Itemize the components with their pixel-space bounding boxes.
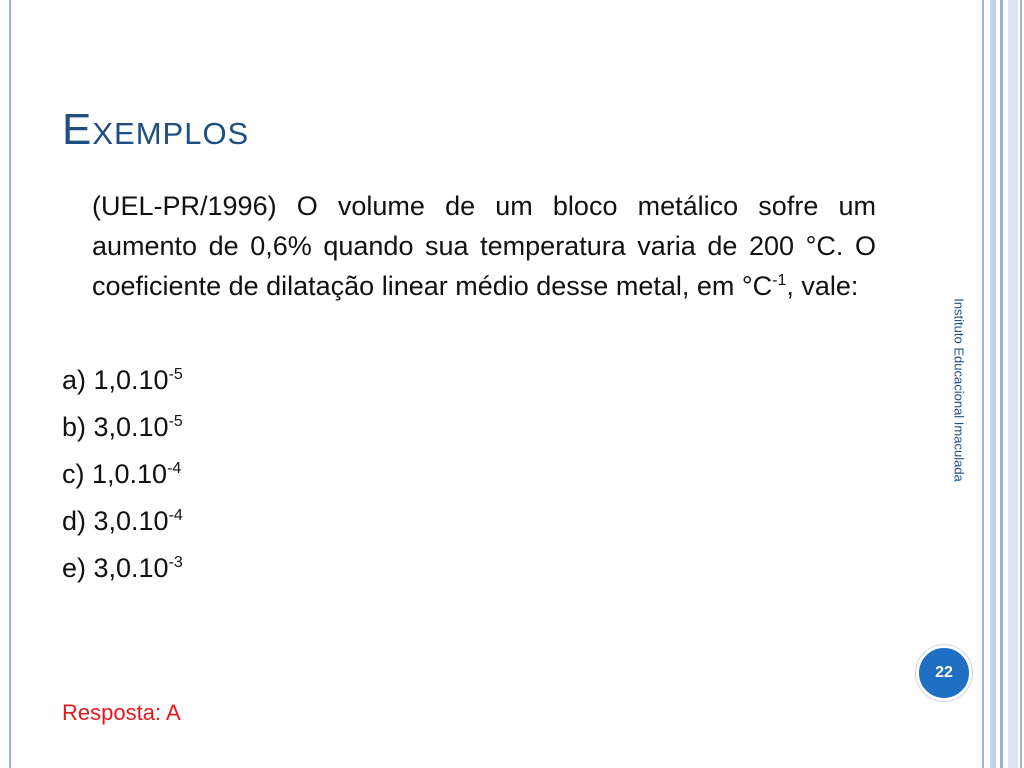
option-e: [62, 548, 183, 595]
frame-bar: [1008, 0, 1018, 768]
option-b: [62, 407, 183, 454]
institution-side-label: Instituto Educacional Imaculada: [951, 298, 967, 482]
question-text: [92, 186, 876, 306]
question-body: (UEL-PR/1996) O volume de um bloco metálico sofre um aumento de 0,6% quando sua temperatura varia de 200 °C. O coeficiente de dilatação linear médio desse metal, em °C: [92, 191, 876, 301]
frame-bar: [990, 0, 996, 768]
left-frame-line: [9, 0, 11, 768]
question-tail: , vale:: [786, 271, 859, 301]
option-exponent: -3: [168, 554, 183, 571]
option-exponent: -5: [168, 366, 183, 383]
option-value: e) 3,0.10: [62, 553, 169, 583]
right-frame-bars: [976, 0, 1024, 768]
frame-bar: [1020, 0, 1022, 768]
options-list: [62, 360, 183, 595]
frame-bar: [1000, 0, 1003, 768]
answer-text: Resposta: A: [62, 700, 181, 725]
option-c: [62, 454, 183, 501]
option-value: c) 1,0.10: [62, 459, 168, 489]
option-value: a) 1,0.10: [62, 365, 169, 395]
page-number-badge: 22: [916, 645, 972, 701]
question-exponent: -1: [772, 272, 787, 289]
option-exponent: -4: [168, 507, 183, 524]
option-d: [62, 501, 183, 548]
frame-bar: [982, 0, 984, 768]
option-a: [62, 360, 183, 407]
option-exponent: -5: [168, 413, 183, 430]
option-exponent: -4: [167, 460, 182, 477]
option-value: b) 3,0.10: [62, 412, 169, 442]
slide-title: Exemplos: [62, 105, 250, 154]
option-value: d) 3,0.10: [62, 506, 169, 536]
